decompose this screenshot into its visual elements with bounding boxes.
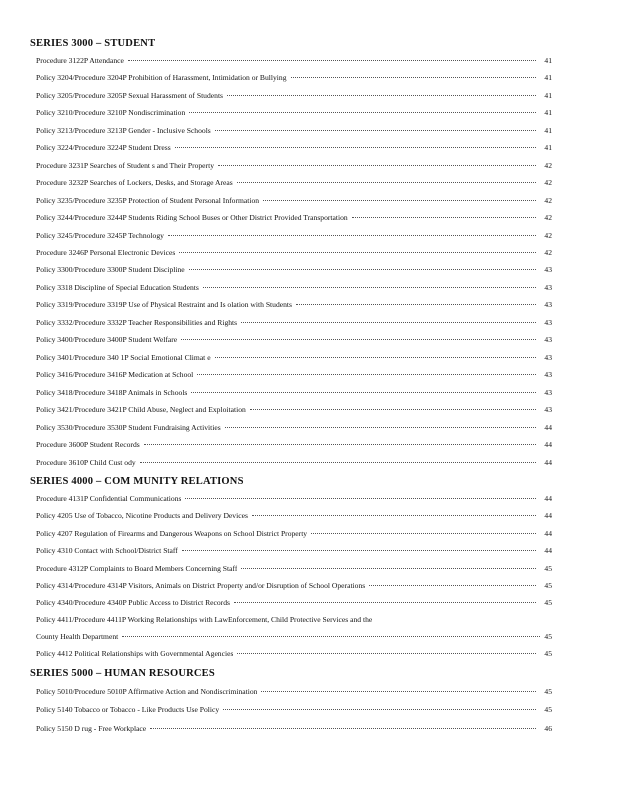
toc-entry[interactable]: Procedure 3232P Searches of Lockers, Desks, and Storage Areas 42	[36, 178, 552, 187]
series-heading: SERIES 4000 – COM MUNITY RELATIONS	[30, 476, 244, 487]
toc-entry[interactable]: Policy 3418/Procedure 3418P Animals in Schools 43	[36, 388, 552, 397]
toc-entry[interactable]: Policy 3300/Procedure 3300P Student Discipline 43	[36, 265, 552, 274]
toc-entry[interactable]: Procedure 3246P Personal Electronic Devices 42	[36, 248, 552, 257]
toc-entry[interactable]: Policy 4205 Use of Tobacco, Nicotine Products and Delivery Devices 44	[36, 511, 552, 520]
toc-entry[interactable]: Policy 3213/Procedure 3213P Gender - Inclusive Schools 41	[36, 126, 552, 135]
toc-entry[interactable]: Policy 3318 Discipline of Special Education Students 43	[36, 283, 552, 292]
toc-entry[interactable]: Policy 4207 Regulation of Firearms and Dangerous Weapons on School District Property 44	[36, 529, 552, 538]
toc-entry[interactable]: Policy 3205/Procedure 3205P Sexual Harassment of Students 41	[36, 91, 552, 100]
toc-entry[interactable]: Policy 5010/Procedure 5010P Affirmative Action and Nondiscrimination 45	[36, 687, 552, 696]
toc-entry[interactable]: Procedure 4131P Confidential Communications 44	[36, 494, 552, 503]
toc-entry[interactable]: Policy 3332/Procedure 3332P Teacher Responsibilities and Rights 43	[36, 318, 552, 327]
toc-entry[interactable]: Policy 3416/Procedure 3416P Medication at School 43	[36, 370, 552, 379]
toc-entry[interactable]: Policy 3204/Procedure 3204P Prohibition of Harassment, Intimidation or Bullying 41	[36, 73, 552, 82]
toc-entry[interactable]: Policy 5140 Tobacco or Tobacco - Like Products Use Policy 45	[36, 705, 552, 714]
toc-entry[interactable]: Policy 3224/Procedure 3224P Student Dress 41	[36, 143, 552, 152]
toc-entry[interactable]: Policy 3401/Procedure 340 1P Social Emotional Climat e 43	[36, 353, 552, 362]
toc-entry[interactable]: Policy 3244/Procedure 3244P Students Riding School Buses or Other District Provided Transportation 42	[36, 213, 552, 222]
toc-entry[interactable]: Policy 4411/Procedure 4411P Working Relationships with LawEnforcement, Child Protective Services and the	[36, 615, 373, 624]
series-heading: SERIES 3000 – STUDENT	[30, 38, 156, 49]
toc-entry[interactable]: Procedure 3231P Searches of Student s and Their Property 42	[36, 161, 552, 170]
toc-entry-continued[interactable]: County Health Department 45	[36, 632, 552, 641]
toc-entry[interactable]: Policy 3400/Procedure 3400P Student Welfare 43	[36, 335, 552, 344]
toc-entry[interactable]: Procedure 3122P Attendance 41	[36, 56, 552, 65]
toc-entry[interactable]: Policy 3421/Procedure 3421P Child Abuse, Neglect and Exploitation 43	[36, 405, 552, 414]
toc-entry[interactable]: Policy 4310 Contact with School/District Staff 44	[36, 546, 552, 555]
toc-entry[interactable]: Procedure 4312P Complaints to Board Members Concerning Staff 45	[36, 564, 552, 573]
toc-entry[interactable]: Policy 3235/Procedure 3235P Protection of Student Personal Information 42	[36, 196, 552, 205]
toc-entry[interactable]: Policy 4314/Procedure 4314P Visitors, Animals on District Property and/or Disruption of School Operations 45	[36, 581, 552, 590]
toc-entry[interactable]: Policy 3530/Procedure 3530P Student Fundraising Activities 44	[36, 423, 552, 432]
toc-entry[interactable]: Procedure 3600P Student Records 44	[36, 440, 552, 449]
toc-entry[interactable]: Policy 4340/Procedure 4340P Public Access to District Records 45	[36, 598, 552, 607]
toc-entry[interactable]: Policy 4412 Political Relationships with Governmental Agencies 45	[36, 649, 552, 658]
toc-entry[interactable]: Policy 5150 D rug - Free Workplace 46	[36, 724, 552, 733]
toc-entry[interactable]: Policy 3245/Procedure 3245P Technology 42	[36, 231, 552, 240]
toc-entry[interactable]: Procedure 3610P Child Cust ody 44	[36, 458, 552, 467]
toc-entry[interactable]: Policy 3319/Procedure 3319P Use of Physical Restraint and Is olation with Students 43	[36, 300, 552, 309]
series-heading: SERIES 5000 – HUMAN RESOURCES	[30, 668, 215, 679]
toc-entry[interactable]: Policy 3210/Procedure 3210P Nondiscrimination 41	[36, 108, 552, 117]
